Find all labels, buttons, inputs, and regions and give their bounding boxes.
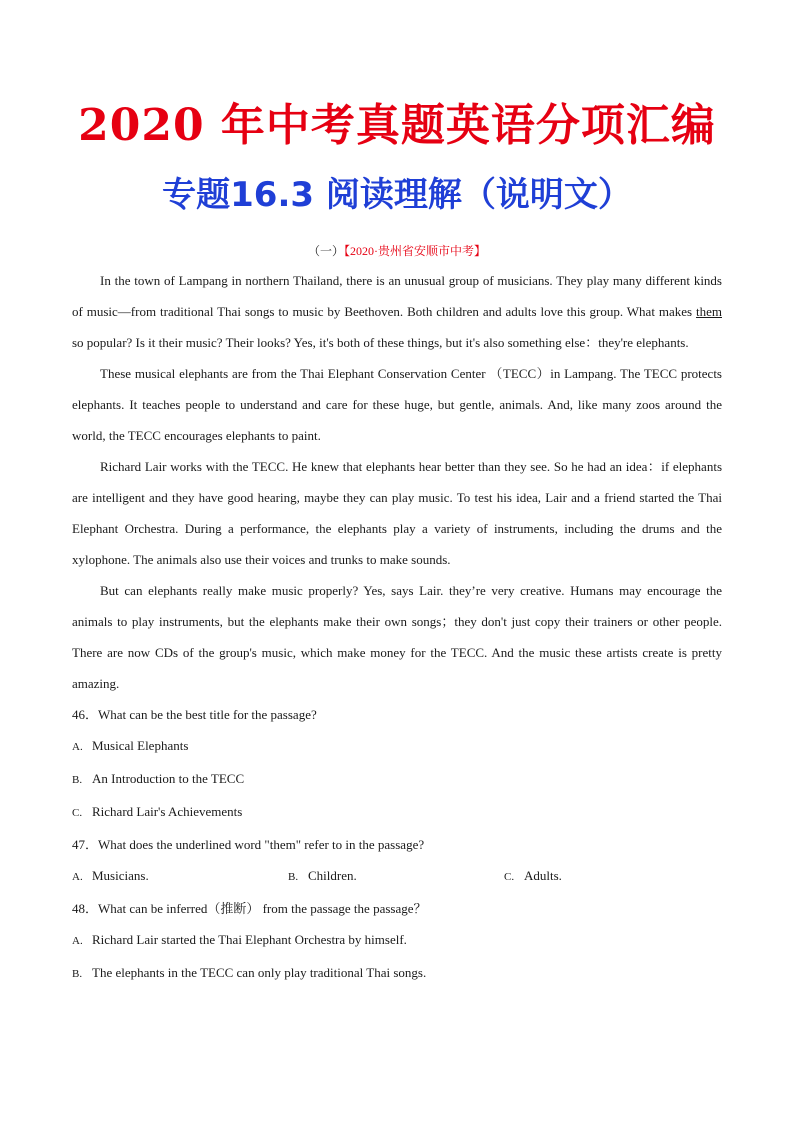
question-46-option-c (72, 796, 722, 829)
option-letter: B. (288, 871, 299, 883)
question-48-stem: 48．What can be inferred（推断） from the passage the passage？ (72, 901, 427, 916)
question-46-stem: 46．What can be the best title for the passage? (72, 707, 317, 722)
option-letter: B. (72, 774, 83, 786)
section-source: 【2020·贵州省安顺市中考】 (344, 244, 486, 258)
option-text: Richard Lair started the Thai Elephant Orchestra by himself. (92, 932, 407, 947)
option-text: Adults. (524, 868, 562, 883)
page-title: 2020 年中考真题英语分项汇编 (78, 100, 716, 151)
option-text: Musicians. (92, 868, 149, 883)
option-letter: A. (72, 935, 83, 947)
question-47-option-c (504, 860, 720, 893)
option-letter: B. (72, 968, 83, 980)
paragraph-1-text-end: so popular? Is it their music? Their looks? Yes, it's both of these things, but it's also something else：they're elephants. (72, 335, 689, 350)
option-letter: C. (504, 871, 515, 883)
passage-paragraph-3: Richard Lair works with the TECC. He knew that elephants hear better than they see. So he had an idea：if elephants are intelligent and they have good hearing, maybe they can play music. To test his idea, Lair and a friend started the Thai Elephant Orchestra. During a performance, the elephants play a variety of instruments, including the drums and the xylophone. The animals also use their voices and trunks to make sounds. (72, 459, 722, 567)
option-text: An Introduction to the TECC (92, 771, 245, 786)
question-46-option-a (72, 730, 722, 763)
option-letter: A. (72, 871, 83, 883)
reading-content (72, 265, 722, 990)
question-48-option-a (72, 924, 722, 957)
option-letter: C. (72, 807, 83, 819)
paragraph-1-text-start: In the town of Lampang in northern Thailand, there is an unusual group of musicians. They play many different kinds of music—from traditional Thai songs to music by Beethoven. Both children and adults love this group. What makes (72, 273, 722, 319)
question-47-stem: 47．What does the underlined word "them" refer to in the passage? (72, 837, 425, 852)
passage-paragraph-2: These musical elephants are from the Thai Elephant Conservation Center （TECC）in Lampang. The TECC protects elephants. It teaches people to understand and care for these huge, but gentle, animals. And, like many zoos around the world, the TECC encourages elephants to paint. (72, 366, 722, 443)
section-number: （一） (307, 244, 344, 258)
option-letter: A. (72, 741, 83, 753)
question-48-option-b (72, 957, 722, 990)
question-46-option-b (72, 763, 722, 796)
option-text: The elephants in the TECC can only play traditional Thai songs. (92, 965, 427, 980)
question-47-option-a (72, 860, 288, 893)
question-47-option-b (288, 860, 504, 893)
passage-paragraph-4: But can elephants really make music properly? Yes, says Lair. they’re very creative. Humans may encourage the animals to play instruments, but the elephants make their own songs；they don't just copy their trainers or other people. There are now CDs of the group's music, which make money for the TECC. And the music these artists create is pretty amazing. (72, 583, 722, 691)
section-heading (0, 242, 794, 260)
option-text: Musical Elephants (92, 738, 189, 753)
option-text: Children. (308, 868, 357, 883)
option-text: Richard Lair's Achievements (92, 804, 243, 819)
question-47-options (72, 860, 722, 893)
passage-paragraph-1 (72, 265, 722, 358)
page-subtitle: 专题16.3 阅读理解（说明文） (162, 175, 632, 215)
underlined-word: them (696, 304, 722, 319)
